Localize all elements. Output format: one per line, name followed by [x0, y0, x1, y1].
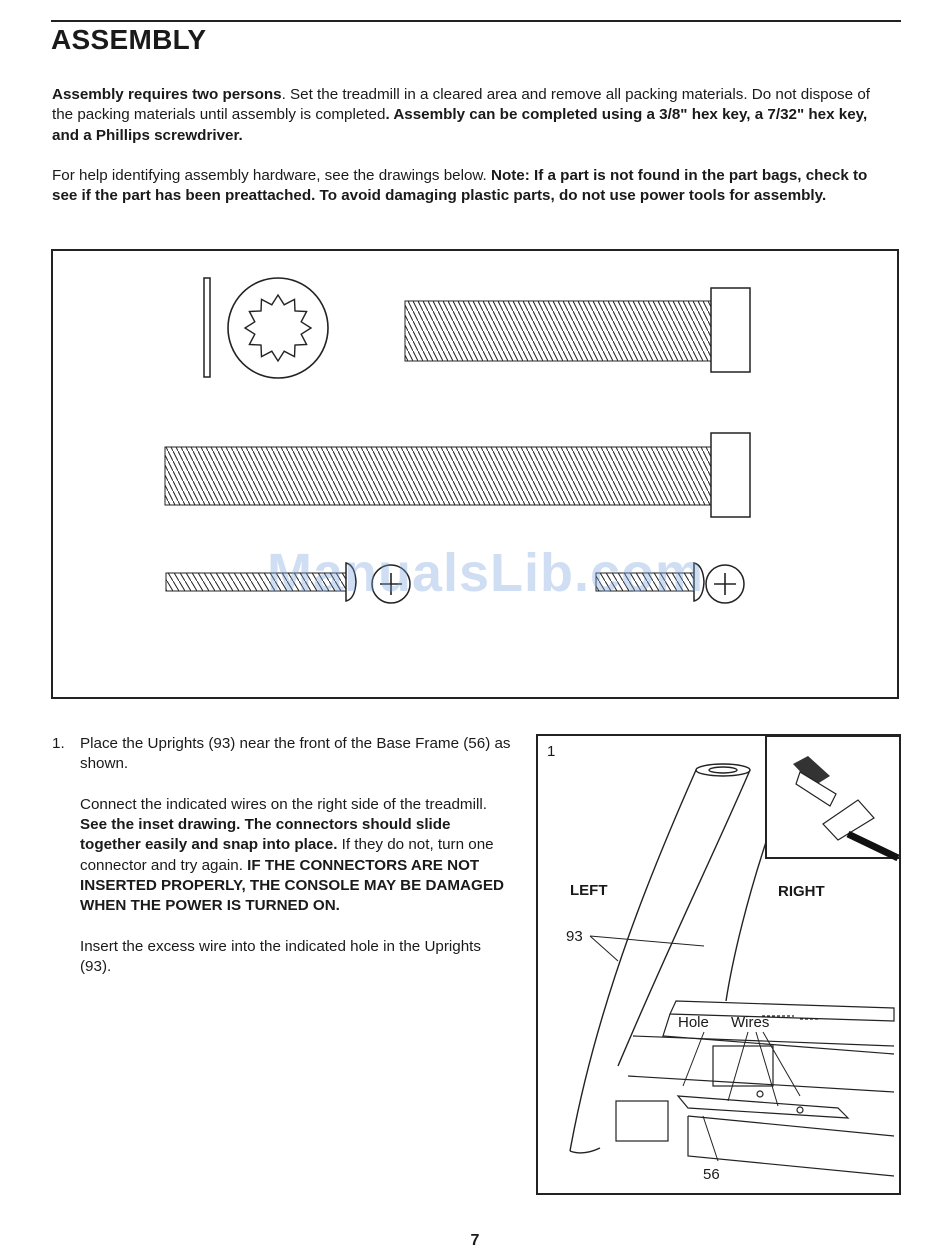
page-title: ASSEMBLY	[51, 24, 207, 55]
step-number: 1.	[52, 735, 65, 752]
intro-paragraph-2	[52, 166, 892, 207]
page-number: 7	[470, 1232, 480, 1249]
wires-label: Wires	[731, 1014, 770, 1031]
text-run: IF THE CONNECTORS ARE NOT INSERTED PROPERLY, THE CONSOLE MAY BE DAMAGED WHEN THE POWER IS TURNED ON.	[80, 856, 504, 915]
step-1-paragraph-1	[80, 734, 512, 775]
hardware-drawings-box	[51, 249, 899, 699]
intro-paragraph-1	[52, 85, 892, 146]
star-washer-icon	[228, 278, 328, 378]
text-run: Place the Uprights (93) near the front of the Base Frame (56) as shown.	[80, 735, 511, 773]
watermark: ManualsLib.com	[267, 543, 705, 603]
right-label: RIGHT	[778, 883, 825, 900]
part-93-label: 93	[566, 928, 583, 945]
text-run: Connect the indicated wires on the right side of the treadmill.	[80, 795, 487, 813]
inset-drawing	[766, 736, 901, 858]
text-run: Insert the excess wire into the indicated hole in the Uprights (93).	[80, 937, 482, 976]
text-run: For help identifying assembly hardware, see the drawings below.	[52, 167, 491, 184]
text-run: See the inset drawing. The connectors should slide together easily and snap into place.	[80, 816, 451, 854]
hole-label: Hole	[678, 1014, 709, 1031]
text-run: . Set the treadmill in a cleared area and remove all packing materials. Do not dispose of the packing materials until assembly is completed	[52, 86, 870, 124]
step-1-paragraph-3	[80, 937, 512, 978]
left-label: LEFT	[570, 882, 608, 899]
leader-lines	[590, 936, 800, 1161]
upright-drawing	[570, 764, 768, 1153]
part-56-label: 56	[703, 1166, 720, 1183]
step-1-paragraph-2	[80, 795, 512, 917]
flat-washer-icon	[204, 278, 210, 377]
top-rule	[51, 20, 901, 22]
text-run: If they do not, turn one connector and try again.	[80, 836, 494, 874]
text-run: . Assembly can be completed using a 3/8" hex key, a 7/32" hex key, and a Phillips screwdriver.	[52, 106, 868, 144]
figure-step-number: 1	[547, 743, 556, 760]
text-run: Note: If a part is not found in the part bags, check to see if the part has been preattached. To avoid damaging plastic parts, do not use power tools for assembly.	[52, 167, 868, 205]
large-bolt-short-icon	[405, 288, 750, 372]
large-bolt-long-icon	[165, 433, 750, 517]
figure-1	[536, 734, 901, 1195]
step-1-body	[80, 734, 512, 978]
step-1	[52, 734, 512, 998]
text-run: Assembly requires two persons	[52, 86, 282, 103]
